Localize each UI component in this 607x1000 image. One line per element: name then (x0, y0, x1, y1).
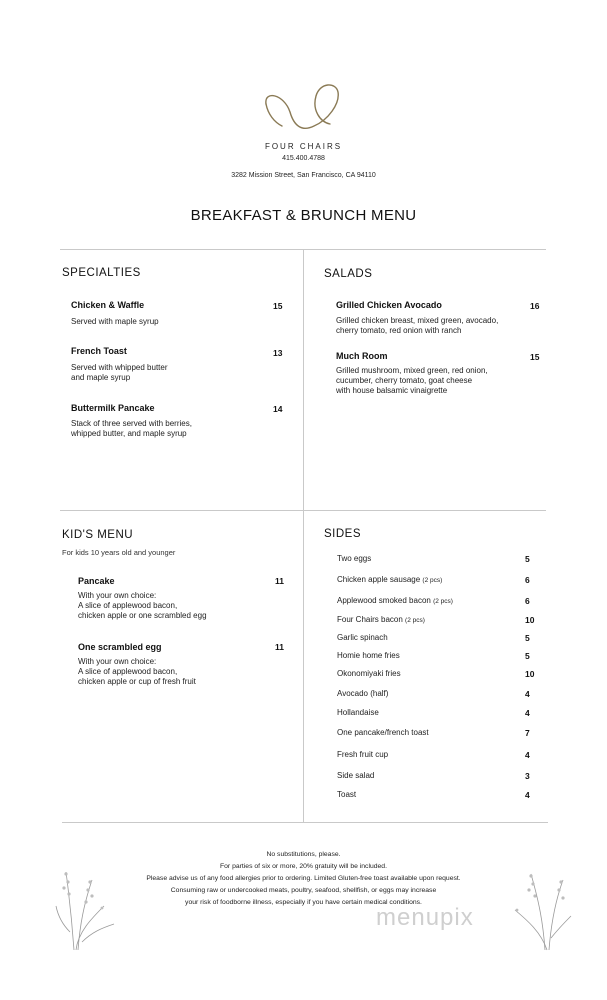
side-item-price: 4 (525, 750, 530, 760)
menu-item-description: Grilled mushroom, mixed green, red onion, cucumber, cherry tomato, goat cheese with house balsamic vinaigrette (336, 366, 488, 395)
menu-item-description: Grilled chicken breast, mixed green, avocado, cherry tomato, red onion with ranch (336, 316, 499, 335)
menu-item-description: With your own choice: A slice of applewood bacon, chicken apple or cup of fresh fruit (78, 657, 196, 686)
footer-note: For parties of six or more, 20% gratuity will be included. (220, 863, 387, 870)
plant-illustration-left (52, 862, 122, 952)
brand-name: FOUR CHAIRS (264, 142, 343, 151)
side-item-price: 5 (525, 651, 530, 661)
menu-item-price: 11 (275, 576, 284, 586)
side-item-price: 5 (525, 554, 530, 564)
specialties-title: SPECIALTIES (62, 267, 141, 279)
page-title: BREAKFAST & BRUNCH MENU (190, 207, 417, 224)
sides-title: SIDES (324, 528, 362, 540)
side-item-name: Four Chairs bacon (2 pcs) (337, 615, 425, 624)
side-item-price: 6 (525, 596, 530, 606)
side-item-price: 3 (525, 771, 530, 781)
divider-vertical (303, 249, 304, 822)
footer-note: Consuming raw or undercooked meats, poultry, seafood, shellfish, or eggs may increase (170, 887, 437, 894)
side-item-name: Okonomiyaki fries (337, 669, 401, 678)
menu-item-name: Pancake (78, 576, 115, 586)
side-item-name: Chicken apple sausage (2 pcs) (337, 575, 443, 584)
side-item-name: Avocado (half) (337, 689, 389, 698)
menu-item-description: With your own choice: A slice of applewood bacon, chicken apple or one scrambled egg (78, 591, 207, 620)
kids-menu-title: KID'S MENU (62, 529, 134, 541)
kids-menu-note: For kids 10 years old and younger (62, 548, 176, 557)
footer-note: No substitutions, please. (266, 851, 341, 858)
plant-illustration-right (505, 862, 575, 952)
side-item-name: Fresh fruit cup (337, 750, 389, 759)
menu-item-description: Served with whipped butter and maple syrup (71, 363, 168, 382)
watermark: menupix (376, 904, 474, 931)
side-item-price: 4 (525, 708, 530, 718)
side-item-price: 10 (525, 615, 535, 625)
side-item-name: Garlic spinach (337, 633, 388, 642)
menu-item-price: 11 (275, 642, 284, 652)
address: 3282 Mission Street, San Francisco, CA 94110 (231, 172, 376, 179)
side-item-name: Side salad (337, 771, 375, 780)
menu-item-price: 13 (273, 348, 283, 358)
menu-item-name: Grilled Chicken Avocado (336, 300, 442, 310)
side-item-price: 6 (525, 575, 530, 585)
menu-item-description: Stack of three served with berries, whipped butter, and maple syrup (71, 419, 192, 438)
side-item-name: Applewood smoked bacon (2 pcs) (337, 596, 453, 605)
footer-note: your risk of foodborne illness, especially if you have certain medical conditions. (185, 899, 422, 906)
menu-item-description: Served with maple syrup (71, 317, 159, 326)
divider-bottom (62, 822, 548, 823)
menu-item-name: Buttermilk Pancake (71, 403, 155, 413)
footer-note: Please advise us of any food allergies prior to ordering. Limited Gluten-free toast available upon request. (146, 875, 461, 882)
side-item-price: 7 (525, 728, 530, 738)
side-item-price: 4 (525, 790, 530, 800)
side-item-name: Hollandaise (337, 708, 379, 717)
menu-item-price: 15 (273, 301, 283, 311)
phone-number[interactable]: 415.400.4788 (282, 155, 325, 162)
side-item-name: Toast (337, 790, 357, 799)
menu-item-name: French Toast (71, 346, 127, 356)
side-item-name: Homie home fries (337, 651, 400, 660)
side-item-name: Two eggs (337, 554, 372, 563)
side-item-price: 4 (525, 689, 530, 699)
side-item-price: 10 (525, 669, 535, 679)
menu-item-price: 16 (530, 301, 540, 311)
menu-item-name: Much Room (336, 351, 388, 361)
menu-item-name: One scrambled egg (78, 642, 162, 652)
salads-title: SALADS (324, 268, 373, 280)
side-item-name: One pancake/french toast (337, 728, 429, 737)
side-item-price: 5 (525, 633, 530, 643)
four-chairs-logo (258, 82, 354, 142)
menu-item-name: Chicken & Waffle (71, 300, 145, 310)
menu-item-price: 14 (273, 404, 283, 414)
menu-item-price: 15 (530, 352, 540, 362)
